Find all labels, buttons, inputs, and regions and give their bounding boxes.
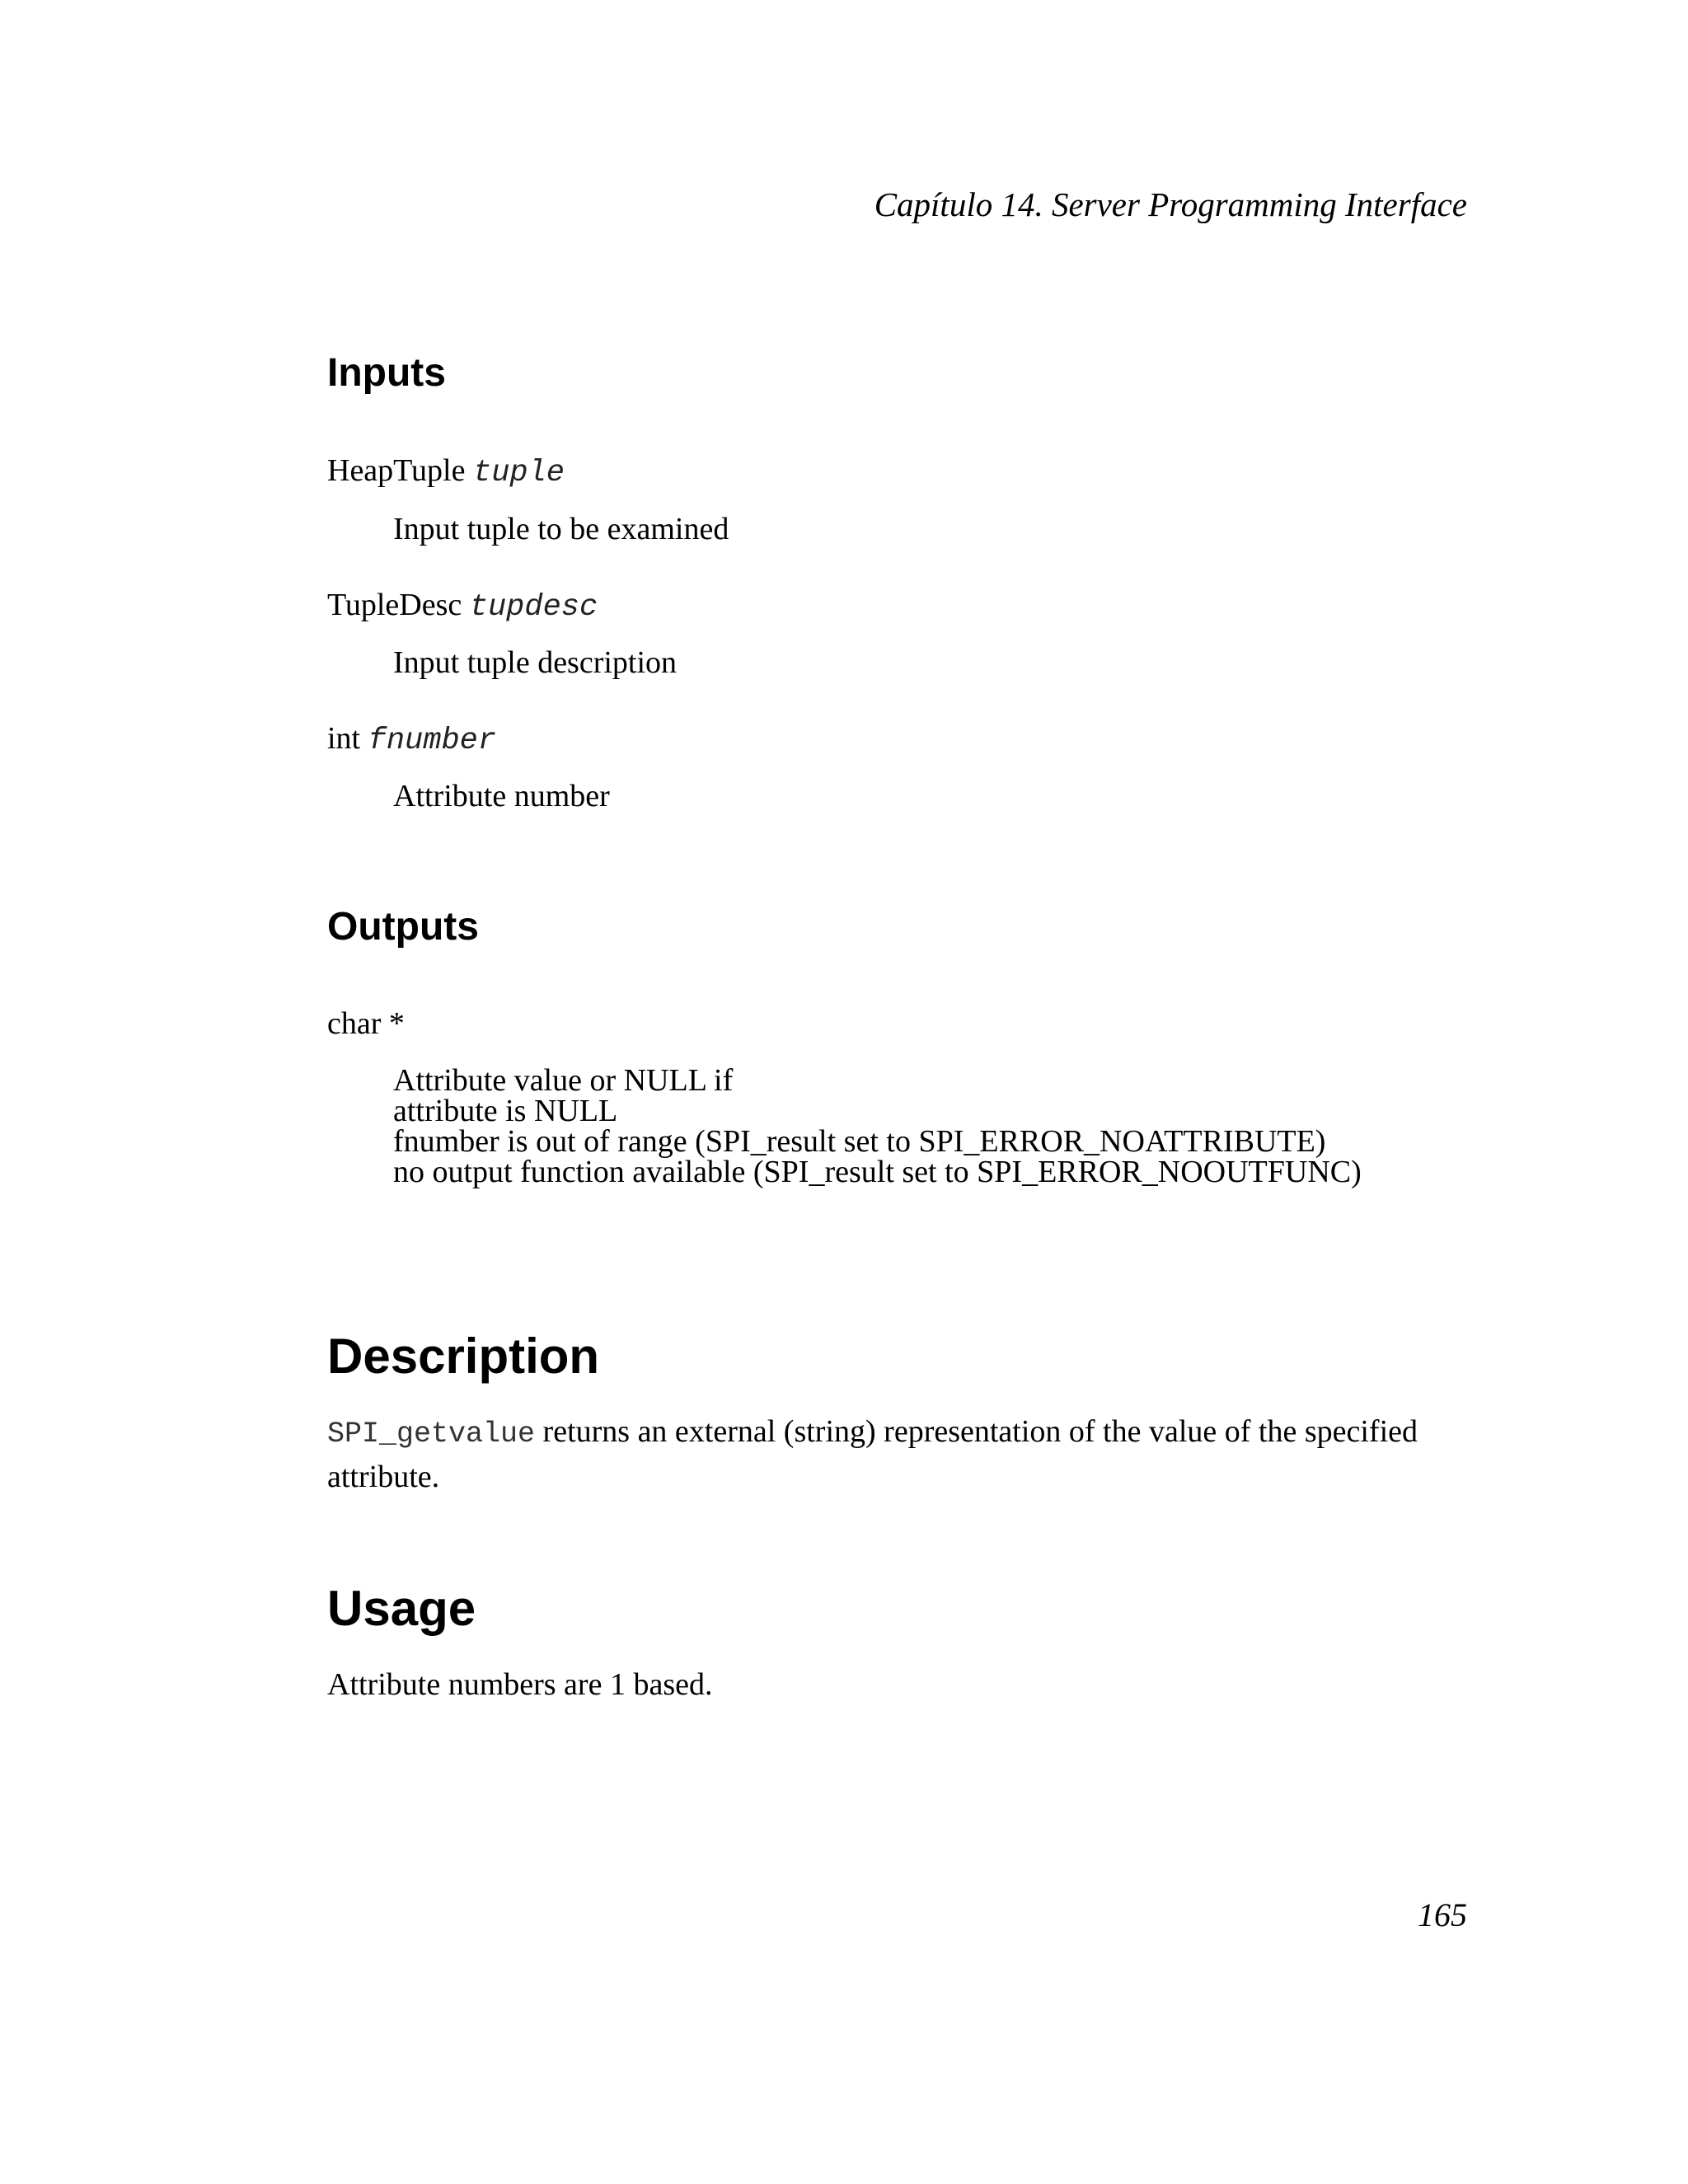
page-number: 165 bbox=[1418, 1896, 1467, 1933]
running-header: Capítulo 14. Server Programming Interface bbox=[874, 185, 1467, 223]
output-description bbox=[393, 1063, 1362, 1189]
input-param: tupdesc bbox=[469, 590, 598, 625]
input-description: Attribute number bbox=[393, 779, 610, 813]
input-param: fnumber bbox=[368, 724, 497, 758]
output-line: no output function available (SPI_result set to SPI_ERROR_NOOUTFUNC) bbox=[393, 1155, 1362, 1189]
inputs-heading: Inputs bbox=[327, 351, 446, 395]
usage-paragraph: Attribute numbers are 1 based. bbox=[327, 1667, 713, 1702]
output-line: Attribute value or NULL if bbox=[393, 1063, 734, 1098]
input-type: TupleDesc bbox=[327, 588, 462, 622]
output-line: attribute is NULL bbox=[393, 1094, 618, 1128]
outputs-heading: Outputs bbox=[327, 905, 479, 949]
output-line: fnumber is out of range (SPI_result set to SPI_ERROR_NOATTRIBUTE) bbox=[393, 1124, 1326, 1159]
description-text: returns an external (string) representation of the value of the specified attribute. bbox=[327, 1414, 1418, 1494]
function-name: SPI_getvalue bbox=[327, 1418, 536, 1451]
description-paragraph bbox=[327, 1410, 1481, 1498]
input-term-fnumber bbox=[327, 720, 496, 759]
input-term-tuple bbox=[327, 452, 565, 491]
usage-heading: Usage bbox=[327, 1581, 476, 1636]
input-description: Input tuple description bbox=[393, 645, 678, 680]
output-type: char * bbox=[327, 1006, 405, 1041]
input-param: tuple bbox=[472, 456, 565, 490]
input-description: Input tuple to be examined bbox=[393, 512, 729, 546]
input-term-tupdesc bbox=[327, 587, 598, 626]
description-heading: Description bbox=[327, 1329, 600, 1384]
input-type: HeapTuple bbox=[327, 453, 466, 488]
input-type: int bbox=[327, 721, 361, 756]
